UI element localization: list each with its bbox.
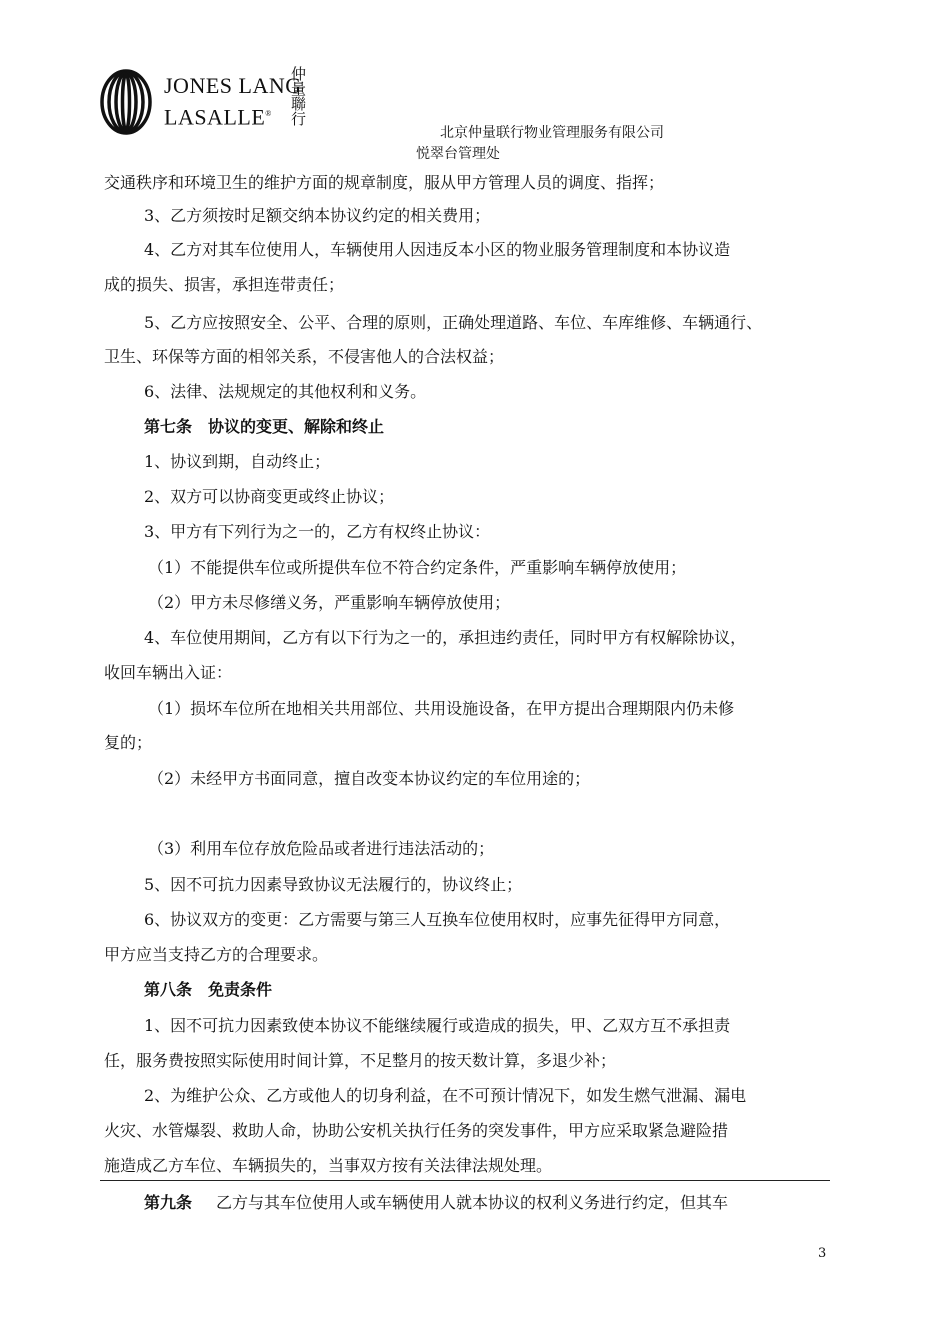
text-line: 6、协议双方的变更：乙方需要与第三人互换车位使用权时，应事先征得甲方同意， bbox=[144, 910, 731, 929]
text-line: 3、乙方须按时足额交纳本协议约定的相关费用； bbox=[144, 206, 491, 225]
text-line: 3、甲方有下列行为之一的，乙方有权终止协议： bbox=[144, 522, 491, 541]
text-line: 成的损失、损害，承担连带责任； bbox=[104, 275, 345, 294]
text-line: 任，服务费按照实际使用时间计算，不足整月的按天数计算，多退少补； bbox=[104, 1051, 617, 1070]
section-nine-title: 第九条 bbox=[144, 1193, 193, 1212]
logo-line-2: LASALLE® bbox=[164, 104, 272, 130]
section-nine-text: 乙方与其车位使用人或车辆使用人就本协议的权利义务进行约定，但其车 bbox=[216, 1193, 729, 1212]
logo-line-1: JONES LANG bbox=[164, 73, 302, 99]
office-name: 悦翠台管理处 bbox=[416, 146, 500, 162]
company-logo bbox=[100, 66, 307, 136]
company-name: 北京仲量联行物业管理服务有限公司 bbox=[440, 125, 664, 141]
text-line: （1）损坏车位所在地相关共用部位、共用设施设备，在甲方提出合理期限内仍未修 bbox=[148, 699, 735, 718]
horizontal-rule bbox=[100, 1180, 830, 1181]
section-nine-line bbox=[144, 1187, 728, 1219]
logo-chinese: 仲量聯行 bbox=[289, 66, 307, 126]
text-line: 4、车位使用期间，乙方有以下行为之一的，承担违约责任，同时甲方有权解除协议， bbox=[144, 628, 747, 647]
text-line: 复的； bbox=[104, 733, 153, 752]
text-line: （3）利用车位存放危险品或者进行违法活动的； bbox=[148, 839, 495, 858]
text-line: 甲方应当支持乙方的合理要求。 bbox=[104, 945, 329, 964]
text-line: 交通秩序和环境卫生的维护方面的规章制度，服从甲方管理人员的调度、指挥； bbox=[104, 173, 665, 192]
logo-wordmark bbox=[164, 72, 302, 131]
logo-mark-icon bbox=[100, 69, 152, 135]
text-line: 火灾、水管爆裂、救助人命，协助公安机关执行任务的突发事件，甲方应采取紧急避险措 bbox=[104, 1121, 729, 1140]
text-line: 卫生、环保等方面的相邻关系，不侵害他人的合法权益； bbox=[104, 347, 505, 366]
section-heading: 第七条 协议的变更、解除和终止 bbox=[144, 417, 385, 436]
section-heading: 第八条 免责条件 bbox=[144, 980, 273, 999]
text-line: （2）甲方未尽修缮义务，严重影响车辆停放使用； bbox=[148, 593, 511, 612]
text-line: 2、为维护公众、乙方或他人的切身利益，在不可预计情况下，如发生燃气泄漏、漏电 bbox=[144, 1086, 747, 1105]
text-line: 1、因不可抗力因素致使本协议不能继续履行或造成的损失，甲、乙双方互不承担责 bbox=[144, 1016, 731, 1035]
text-line: 收回车辆出入证： bbox=[104, 663, 233, 682]
text-line: 6、法律、法规规定的其他权利和义务。 bbox=[144, 382, 427, 401]
page-number: 3 bbox=[818, 1246, 827, 1261]
text-line: 2、双方可以协商变更或终止协议； bbox=[144, 487, 395, 506]
text-line: 施造成乙方车位、车辆损失的，当事双方按有关法律法规处理。 bbox=[104, 1156, 553, 1175]
text-line: 5、因不可抗力因素导致协议无法履行的，协议终止； bbox=[144, 875, 523, 894]
text-line: 1、协议到期，自动终止； bbox=[144, 452, 331, 471]
text-line: 5、乙方应按照安全、公平、合理的原则，正确处理道路、车位、车库维修、车辆通行、 bbox=[144, 313, 763, 332]
registered-mark: ® bbox=[265, 109, 272, 119]
text-line: （2）未经甲方书面同意，擅自改变本协议约定的车位用途的； bbox=[148, 769, 591, 788]
text-line: （1）不能提供车位或所提供车位不符合约定条件，严重影响车辆停放使用； bbox=[148, 558, 687, 577]
text-line: 4、乙方对其车位使用人，车辆使用人因违反本小区的物业服务管理制度和本协议造 bbox=[144, 240, 731, 259]
